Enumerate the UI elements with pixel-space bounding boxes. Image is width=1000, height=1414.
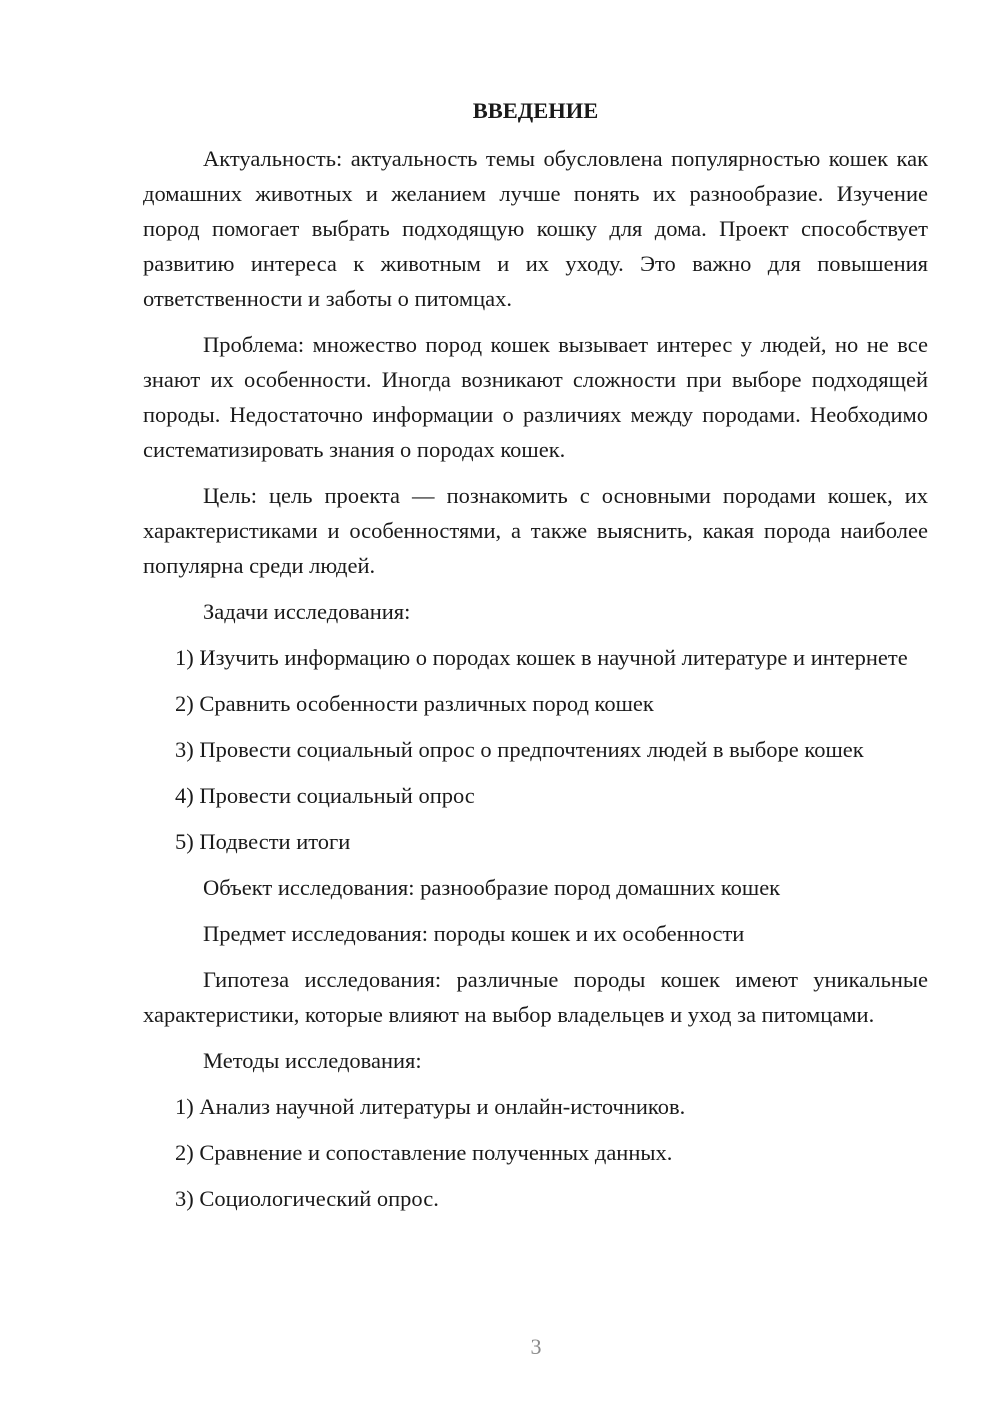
tasks-heading: Задачи исследования: [203, 599, 411, 624]
section-title: ВВЕДЕНИЕ [472, 98, 599, 123]
task-item-5: 5) Подвести итоги [175, 829, 351, 854]
task-item-1: 1) Изучить информацию о породах кошек в научной литературе и интернете [175, 645, 908, 670]
goal-paragraph: Цель: цель проекта — познакомить с основными породами кошек, их характеристиками и особенностями, а также выяснить, какая порода наиболее популярна среди людей. [143, 483, 928, 578]
method-item-3: 3) Социологический опрос. [175, 1186, 439, 1211]
task-item-3: 3) Провести социальный опрос о предпочтениях людей в выборе кошек [175, 737, 864, 762]
hypothesis-paragraph: Гипотеза исследования: различные породы кошек имеют уникальные характеристики, которые влияют на выбор владельцев и уход за питомцами. [143, 967, 928, 1027]
page-number: 3 [530, 1334, 542, 1359]
relevance-paragraph: Актуальность: актуальность темы обусловлена популярностью кошек как домашних животных и желанием лучше понять их разнообразие. Изучение пород помогает выбрать подходящую кошку для дома. Проект способствует развитию интереса к животным и их уходу. Это важно для повышения ответственности и заботы о питомцах. [143, 146, 928, 311]
subject-paragraph: Предмет исследования: породы кошек и их особенности [203, 921, 745, 946]
method-item-1: 1) Анализ научной литературы и онлайн-источников. [175, 1094, 686, 1119]
methods-heading: Методы исследования: [203, 1048, 422, 1073]
task-item-2: 2) Сравнить особенности различных пород кошек [175, 691, 654, 716]
task-item-4: 4) Провести социальный опрос [175, 783, 475, 808]
method-item-2: 2) Сравнение и сопоставление полученных данных. [175, 1140, 673, 1165]
problem-paragraph: Проблема: множество пород кошек вызывает интерес у людей, но не все знают их особенности. Иногда возникают сложности при выборе подходящей породы. Недостаточно информации о различиях между породами. Необходимо систематизировать знания о породах кошек. [143, 332, 928, 462]
object-paragraph: Объект исследования: разнообразие пород домашних кошек [203, 875, 781, 900]
page-content [143, 93, 928, 1227]
